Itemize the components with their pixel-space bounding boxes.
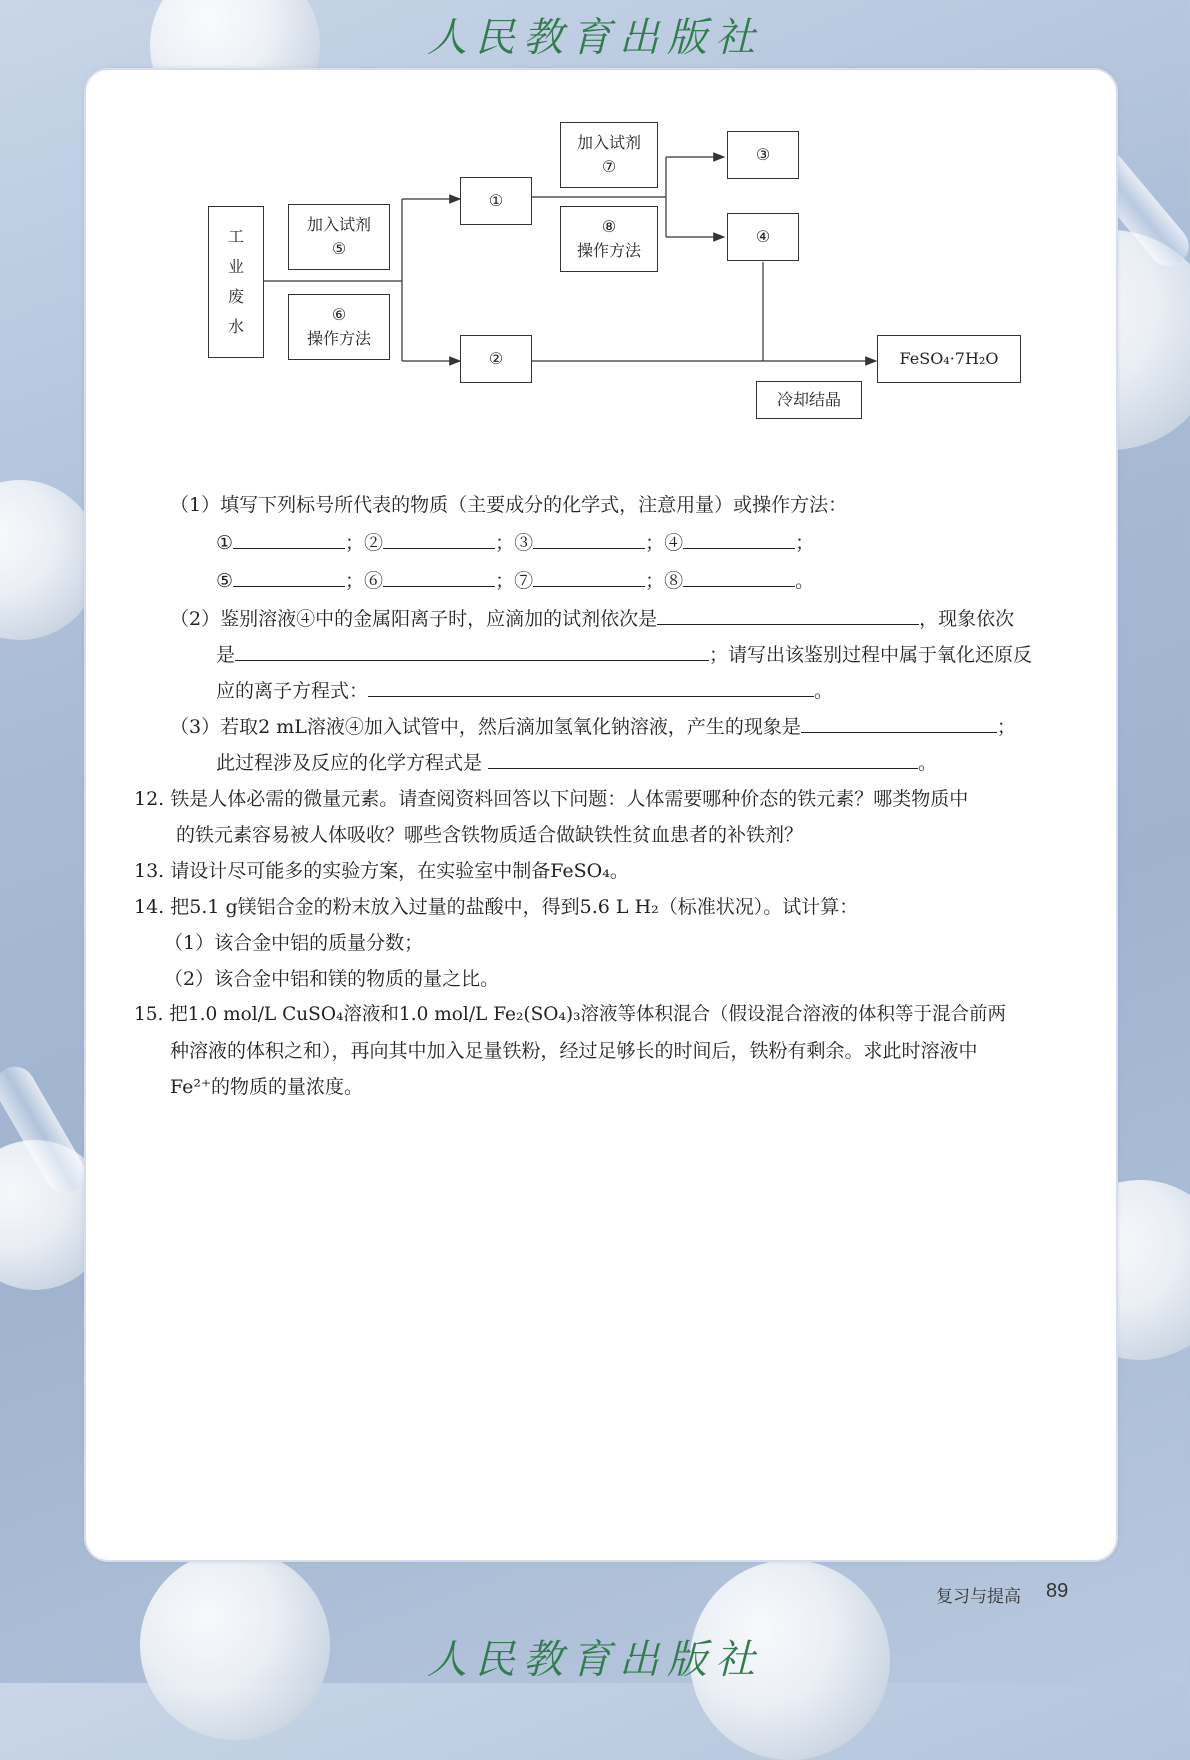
answer-blank[interactable] (233, 530, 345, 549)
blank-label: ；⑧ (645, 570, 684, 592)
blank-label: 。 (795, 570, 815, 592)
answer-blank[interactable] (533, 530, 645, 549)
method-8-number: ⑧ (601, 217, 617, 236)
publisher-logo-bottom: 人民教育出版社 (427, 1637, 763, 1683)
reagent-5-number: ⑤ (331, 239, 347, 258)
answer-blank[interactable] (368, 678, 814, 697)
node-3-box (727, 131, 799, 179)
q15-line3: Fe²⁺的物质的量浓度。 (170, 1076, 364, 1098)
cooling-label: 冷却结晶 (776, 390, 841, 409)
q3-text: 。 (918, 752, 938, 774)
q15-line1: 15. 把1.0 mol/L CuSO₄溶液和1.0 mol/L Fe₂(SO₄)₃溶液等体积混合（假设混合溶液的体积等于混合前两 (134, 1004, 1007, 1025)
q3-text: （3）若取2 mL溶液④加入试管中，然后滴加氢氧化钠溶液，产生的现象是 (170, 716, 801, 738)
reagent-7-box (560, 122, 658, 188)
blank-label: ；⑥ (345, 570, 384, 592)
q11-part1-row2 (216, 568, 814, 594)
node-3-label: ③ (755, 145, 771, 164)
q14: 14. 把5.1 g镁铝合金的粉末放入过量的盐酸中，得到5.6 L H₂（标准状况）。试计算： (134, 896, 859, 918)
q11-part2-line1 (170, 606, 1014, 632)
page-card (86, 70, 1116, 1560)
blank-label: ；② (345, 532, 384, 554)
blank-label: ；⑦ (495, 570, 534, 592)
blank-label: ； (795, 532, 815, 554)
q2-text: 应的离子方程式： (216, 680, 369, 702)
q12-line1: 12. 铁是人体必需的微量元素。请查阅资料回答以下问题：人体需要哪种价态的铁元素？哪类物质中 (134, 788, 969, 810)
q11-part3-line1 (170, 714, 1016, 740)
answer-blank[interactable] (801, 714, 997, 733)
q3-text: ； (996, 716, 1016, 738)
answer-blank[interactable] (683, 530, 795, 549)
cooling-crystallization-box (756, 381, 862, 419)
source-char: 废 (227, 287, 244, 306)
reagent-7-number: ⑦ (601, 157, 617, 176)
method-8-label: 操作方法 (576, 241, 641, 260)
q2-text: （2）鉴别溶液④中的金属阳离子时，应滴加的试剂依次是 (170, 608, 658, 630)
method-8-box (560, 206, 658, 272)
answer-blank[interactable] (683, 568, 795, 587)
q2-text: 是 (216, 644, 236, 666)
section-label: 复习与提高 (936, 1587, 1021, 1607)
q14-part2: （2）该合金中铝和镁的物质的量之比。 (164, 968, 500, 990)
source-char: 业 (227, 257, 244, 276)
node-2-box (460, 335, 532, 383)
node-2-label: ② (488, 349, 504, 368)
source-char: 工 (227, 227, 244, 246)
q13: 13. 请设计尽可能多的实验方案，在实验室中制备FeSO₄。 (134, 860, 629, 882)
q14-part1: （1）该合金中铝的质量分数； (164, 932, 424, 954)
q11-part3-line2 (216, 750, 937, 776)
source-char: 水 (227, 317, 244, 336)
q15-line2: 种溶液的体积之和），再向其中加入足量铁粉，经过足够长的时间后，铁粉有剩余。求此时溶液中 (170, 1040, 978, 1062)
q3-text: 此过程涉及反应的化学方程式是 (216, 752, 483, 774)
reagent-5-label: 加入试剂 (306, 215, 371, 234)
node-4-box (727, 213, 799, 261)
product-formula: FeSO₄·7H₂O (899, 349, 999, 368)
q2-text: ，现象依次 (919, 608, 1015, 630)
q11-part1-row1 (216, 530, 814, 556)
blank-label: ；④ (645, 532, 684, 554)
process-flow-diagram (86, 70, 1116, 450)
answer-blank[interactable] (233, 568, 345, 587)
q2-text: ；请写出该鉴别过程中属于氧化还原反 (709, 644, 1033, 666)
q11-part2-line2 (216, 642, 1032, 668)
q11-part2-line3 (216, 678, 833, 704)
page-number: 89 (1046, 1580, 1069, 1602)
method-6-box (288, 294, 390, 360)
product-box (877, 335, 1021, 383)
reagent-7-label: 加入试剂 (576, 133, 641, 152)
publisher-logo: 人民教育出版社 (427, 15, 763, 61)
node-4-label: ④ (755, 227, 771, 246)
node-1-box (460, 177, 532, 225)
node-1-label: ① (488, 191, 504, 210)
blank-label: ；③ (495, 532, 534, 554)
q2-text: 。 (814, 680, 834, 702)
industrial-wastewater-box (208, 206, 264, 358)
method-6-label: 操作方法 (306, 329, 371, 348)
answer-blank[interactable] (488, 750, 918, 769)
method-6-number: ⑥ (331, 305, 347, 324)
reagent-5-box (288, 204, 390, 270)
q11-part1-intro: （1）填写下列标号所代表的物质（主要成分的化学式，注意用量）或操作方法： (170, 494, 848, 516)
decor-bubble (0, 480, 100, 640)
answer-blank[interactable] (383, 530, 495, 549)
blank-label: ① (216, 532, 234, 554)
answer-blank[interactable] (235, 642, 709, 661)
answer-blank[interactable] (533, 568, 645, 587)
blank-label: ⑤ (216, 570, 234, 592)
answer-blank[interactable] (657, 606, 919, 625)
answer-blank[interactable] (383, 568, 495, 587)
q12-line2: 的铁元素容易被人体吸收？哪些含铁物质适合做缺铁性贫血患者的补铁剂？ (176, 824, 804, 846)
